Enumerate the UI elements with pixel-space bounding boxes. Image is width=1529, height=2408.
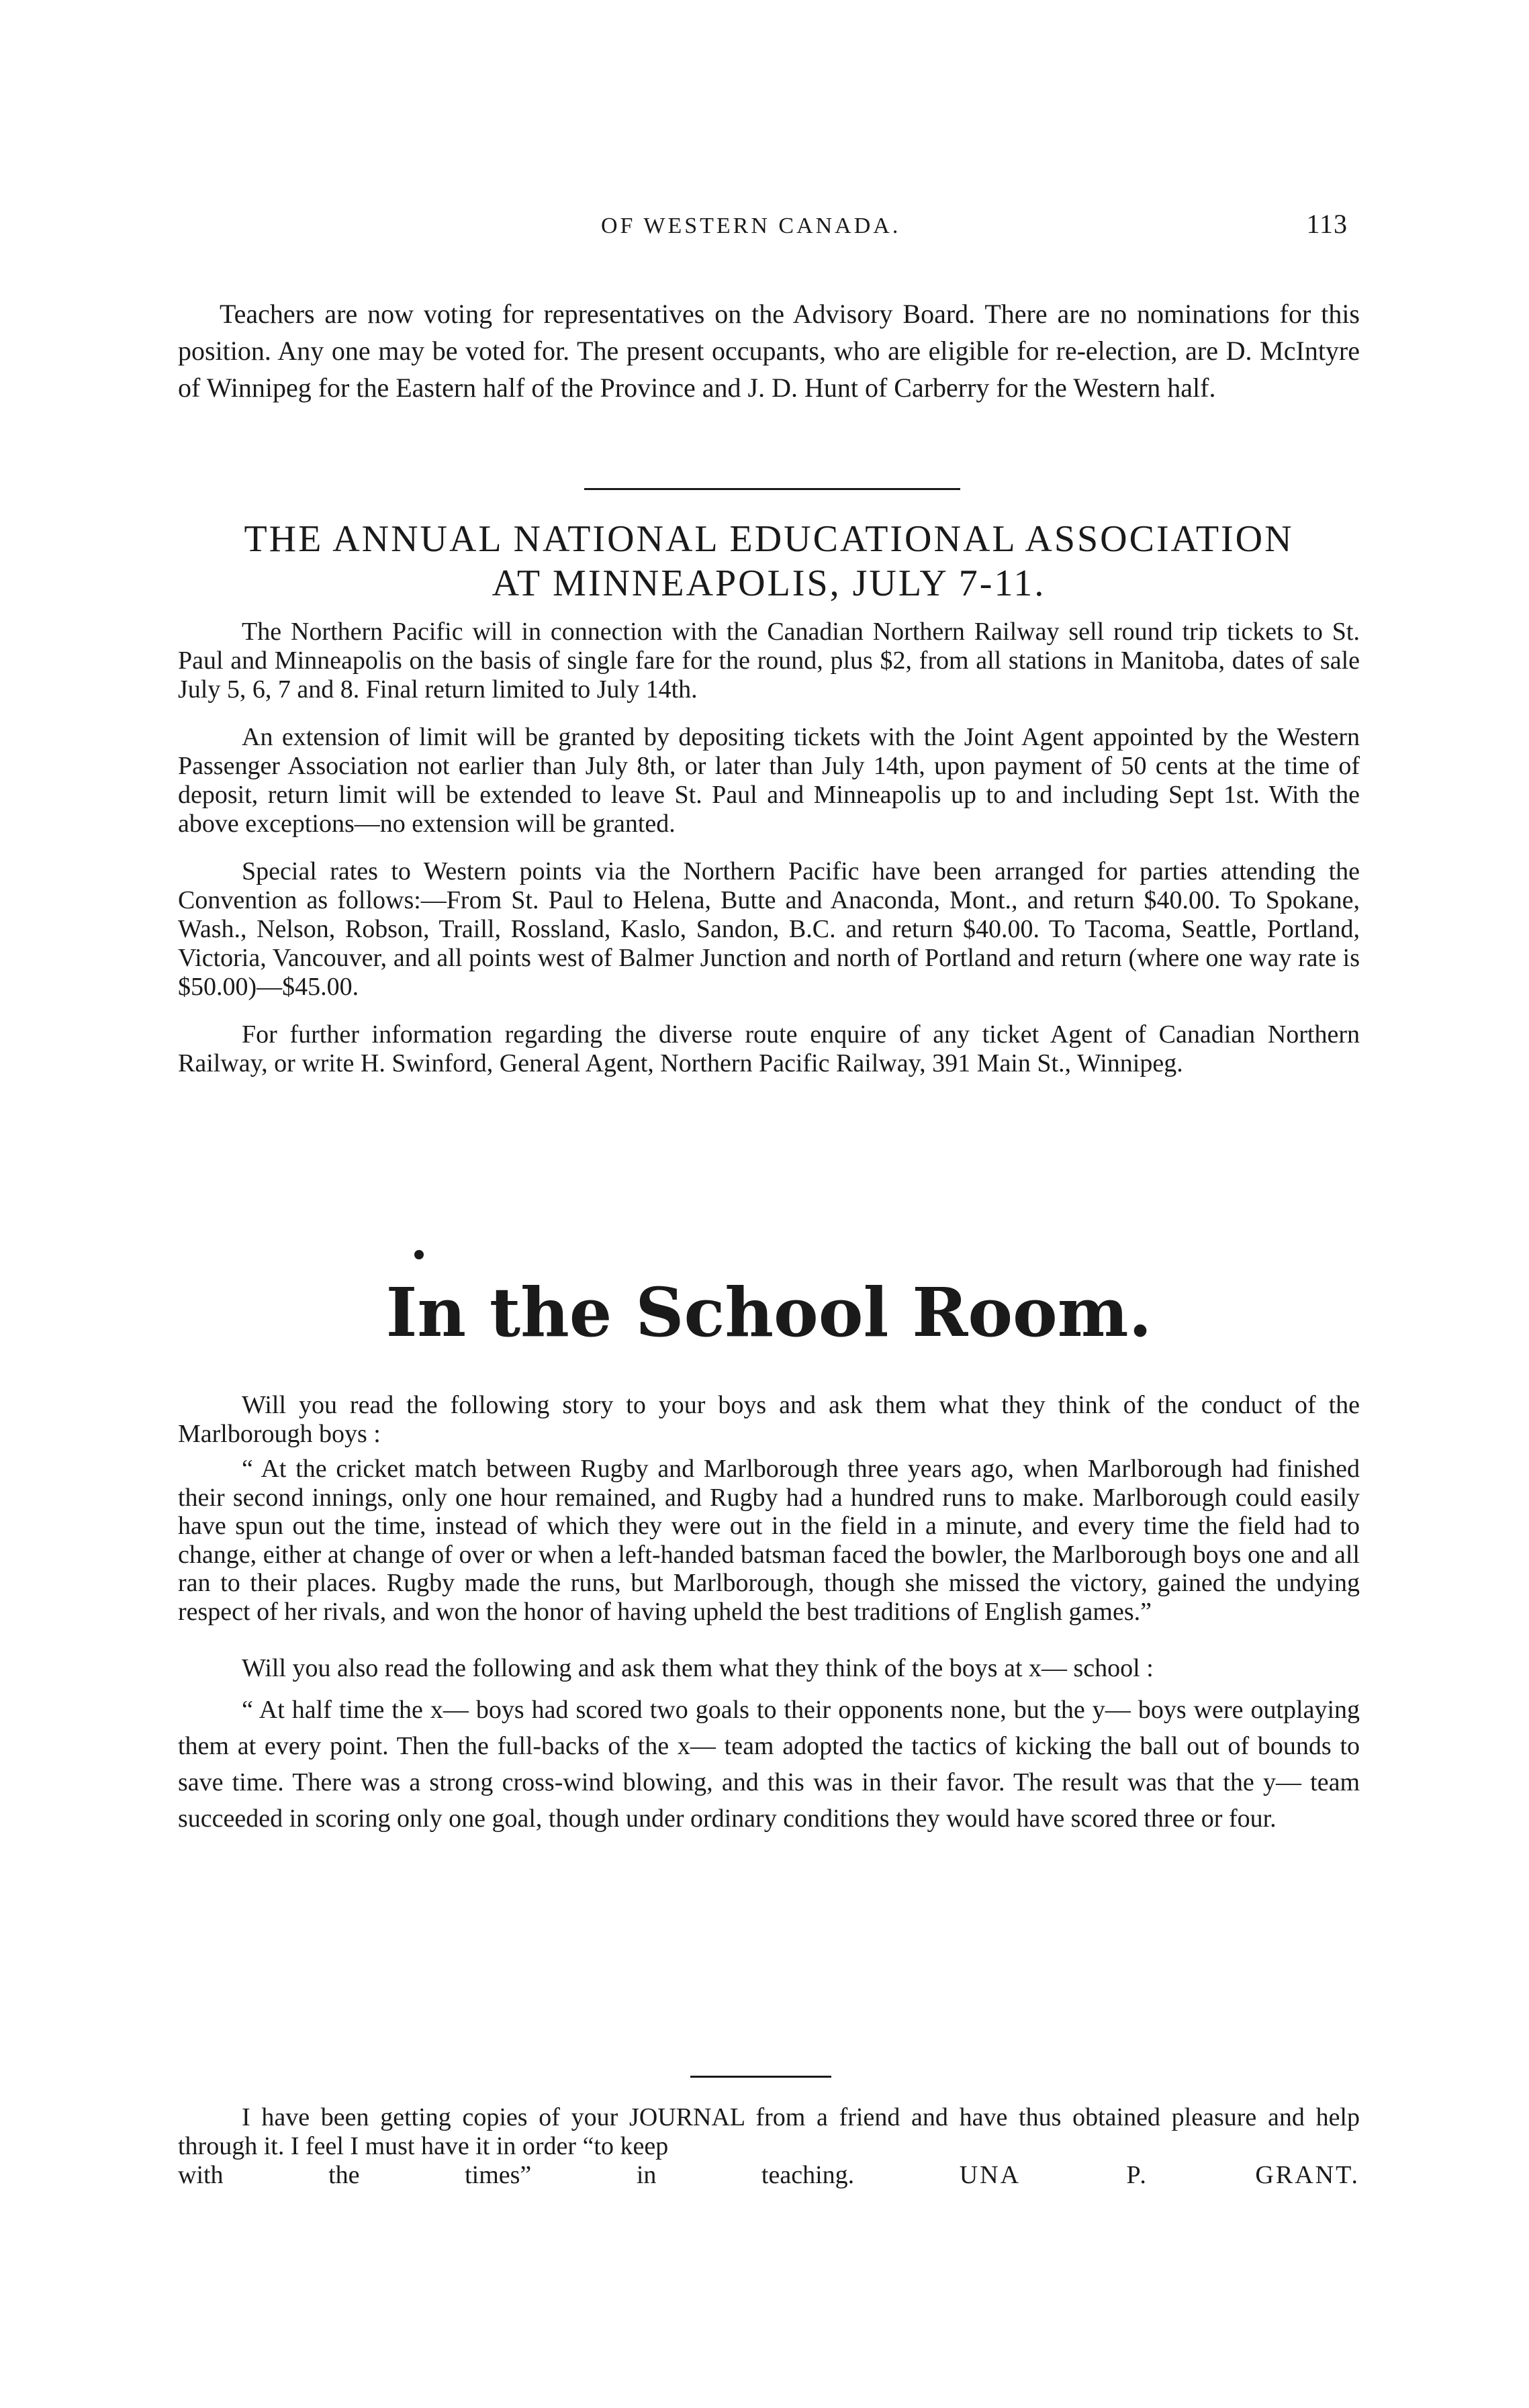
advisory-board-section (178, 295, 1360, 406)
association-title-line-1: THE ANNUAL NATIONAL EDUCATIONAL ASSOCIATION (244, 518, 1294, 560)
page-number: 113 (1306, 209, 1348, 239)
page-header (178, 209, 1360, 254)
school-room-quote-2: “ At half time the x— boys had scored two goals to their opponents none, but the y— boys were outplaying them at every point. Then the full-backs of the x— team adopted the tactics of kicking the ball out of bounds to save time. There was a strong cross-wind blowing, and this was in their favor. The result was that the y— team succeeded in scoring only one goal, though under ordinary conditions they would have scored three or four. (178, 1696, 1360, 1833)
association-paragraph: For further information regarding the diverse route enquire of any ticket Agent of Canadian Northern Railway, or write H. Swinford, General Agent, Northern Pacific Railway, 391 Main St., Winnipeg. (178, 1020, 1360, 1077)
advisory-board-paragraph: Teachers are now voting for representatives on the Advisory Board. There are no nominations for this position. Any one may be voted for. The present occupants, who are eligible for re-election, are D. McIntyre of Winnipeg for the Eastern half of the Province and J. D. Hunt of Carberry for the Western half. (178, 299, 1360, 403)
school-room-intro-2: Will you also read the following and ask them what they think of the boys at x— school : (242, 1654, 1154, 1682)
association-paragraph: The Northern Pacific will in connection with the Canadian Northern Railway sell round trip tickets to St. Paul and Minneapolis on the basis of single fare for the round, plus $2, from all stations in Manitoba, dates of sale July 5, 6, 7 and 8. Final return limited to July 14th. (178, 618, 1360, 704)
letter-section (178, 2103, 1360, 2190)
association-section (178, 618, 1360, 1097)
association-title-line-2: AT MINNEAPOLIS, JULY 7-11. (492, 563, 1046, 604)
school-room-heading: In the School Room. (385, 1273, 1152, 1352)
running-head: OF WESTERN CANADA. (601, 213, 901, 238)
section-divider (690, 2076, 831, 2078)
association-paragraph: An extension of limit will be granted by depositing tickets with the Joint Agent appointed by the Western Passenger Association not earlier than July 8th, or later than July 14th, upon payment of 50 cents at the time of deposit, return limit will be extended to leave St. Paul and Minneapolis up to and including Sept 1st. With the above exceptions—no extension will be granted. (178, 723, 1360, 838)
letter-signature: UNA P. GRANT. (959, 2161, 1360, 2189)
section-divider (584, 488, 960, 490)
letter-text: I have been getting copies of your JOURNAL from a friend and have thus obtained pleasure and help through it. I feel I must have it in order “to keep (178, 2103, 1360, 2160)
association-heading (178, 517, 1360, 606)
association-paragraph: Special rates to Western points via the Northern Pacific have been arranged for parties attending the Convention as follows:—From St. Paul to Helena, Butte and Anaconda, Mont., and return $40.00. To Spokane, Wash., Nelson, Robson, Traill, Rossland, Kaslo, Sandon, B.C. and return $40.00. To Tacoma, Seattle, Portland, Victoria, Vancouver, and all points west of Balmer Junction and north of Portland and return (where one way rate is $50.00)—$45.00. (178, 857, 1360, 1001)
letter-last-line: with the times” in teaching. (178, 2161, 855, 2189)
school-room-quote-1: “ At the cricket match between Rugby and Marlborough three years ago, when Marlborough had finished their second innings, only one hour remained, and Rugby had a hundred runs to make. Marlborough could easily have spun out the time, instead of which they were out in the field in a minute, and every time the field had to change, either at change of over or when a left-handed batsman faced the bowler, the Marlborough boys one and all ran to their places. Rugby made the runs, but Marlborough, though she missed the victory, gained the undying respect of her rivals, and won the honor of having upheld the best traditions of English games.” (178, 1455, 1360, 1626)
letter-closing (178, 2161, 1360, 2190)
ornament-dot (414, 1250, 424, 1259)
school-room-intro-1: Will you read the following story to your boys and ask them what they think of the conduct of the Marlborough boys : (178, 1391, 1360, 1448)
school-room-section (178, 1391, 1360, 1837)
